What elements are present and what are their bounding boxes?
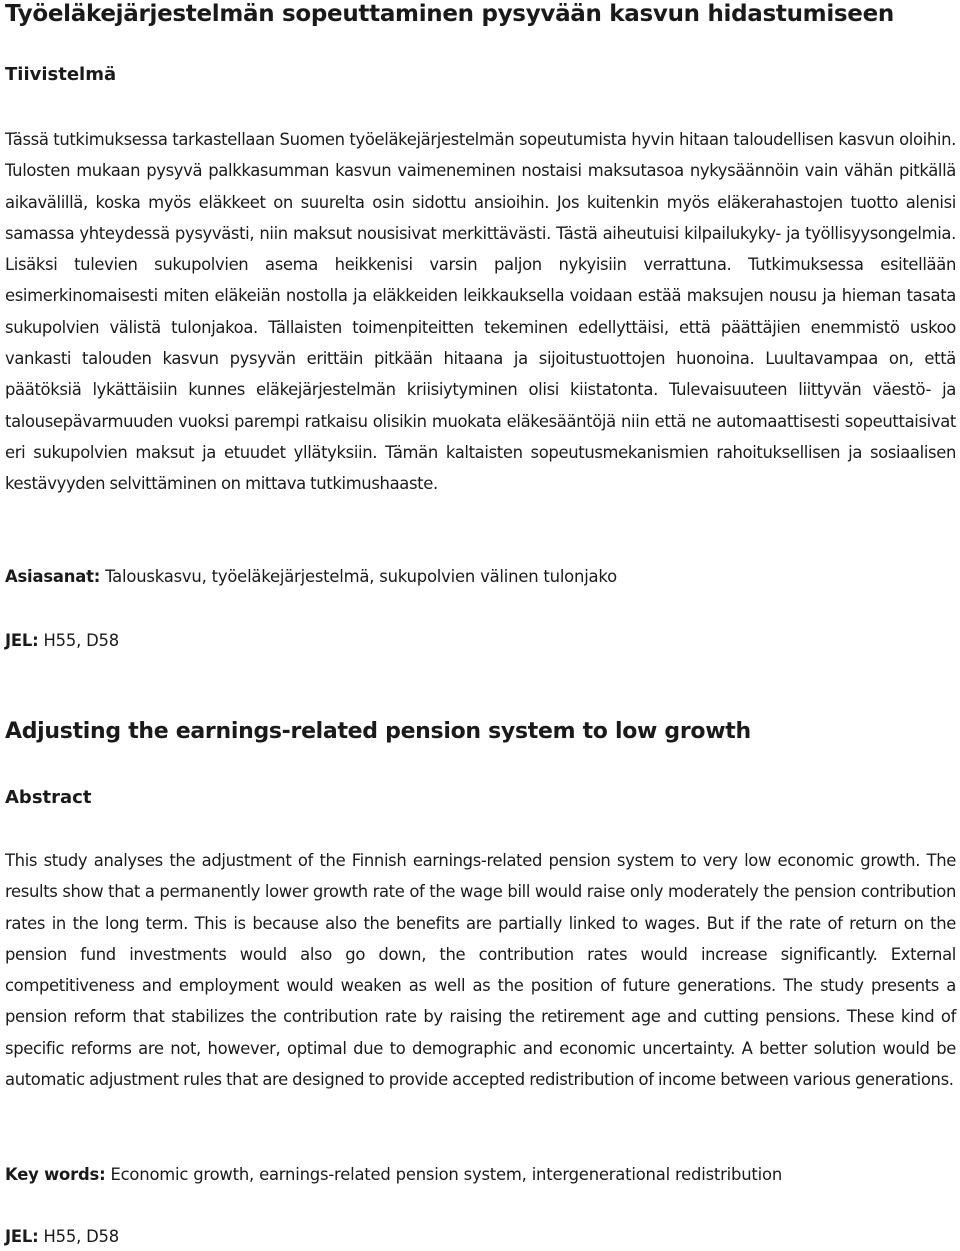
finnish-keywords-label: Asiasanat: — [5, 567, 101, 586]
finnish-jel — [5, 630, 119, 652]
english-jel-value: H55, D58 — [43, 1227, 119, 1246]
english-keywords-label: Key words: — [5, 1165, 106, 1184]
finnish-abstract-heading: Tiivistelmä — [5, 64, 117, 85]
english-abstract-heading: Abstract — [5, 787, 92, 808]
english-jel-label: JEL: — [5, 1227, 39, 1246]
finnish-keywords-value: Talouskasvu, työeläkejärjestelmä, sukupolvien välinen tulonjako — [105, 567, 617, 586]
english-jel — [5, 1226, 119, 1248]
english-keywords — [5, 1164, 782, 1186]
english-keywords-value: Economic growth, earnings-related pension system, intergenerational redistribution — [110, 1165, 783, 1184]
finnish-jel-value: H55, D58 — [43, 631, 119, 650]
finnish-title: Työeläkejärjestelmän sopeuttaminen pysyvään kasvun hidastumiseen — [5, 1, 894, 27]
english-abstract-text: This study analyses the adjustment of the Finnish earnings-related pension system to very low economic growth. The results show that a permanently lower growth rate of the wage bill would raise only moderately the pension contribution rates in the long term. This is because also the benefits are partially linked to wages. But if the rate of return on the pension fund investments would also go down, the contribution rates would increase significantly. External competitiveness and employment would weaken as well as the position of future generations. The study presents a pension reform that stabilizes the contribution rate by raising the retirement age and cutting pensions. These kind of specific reforms are not, however, optimal due to demographic and economic uncertainty. A better solution would be automatic adjustment rules that are designed to provide accepted redistribution of income between various generations. — [5, 851, 956, 1090]
english-title: Adjusting the earnings-related pension system to low growth — [5, 719, 751, 744]
finnish-jel-label: JEL: — [5, 631, 39, 650]
finnish-keywords — [5, 566, 617, 588]
finnish-abstract-text: Tässä tutkimuksessa tarkastellaan Suomen työeläkejärjestelmän sopeutumista hyvin hitaan taloudellisen kasvun oloihin. Tulosten mukaan pysyvä palkkasumman kasvun vaimeneminen nostaisi maksutasoa nykysäännöin vain vähän pitkällä aikavälillä, koska myös eläkkeet on suurelta osin sidottu ansioihin. Jos kuitenkin myös eläkerahastojen tuotto alenisi samassa yhteydessä pysyvästi, niin maksut nousisivat merkittävästi. Tästä aiheutuisi kilpailukyky- ja työllisyysongelmia. Lisäksi tulevien sukupolvien asema heikkenisi varsin paljon nykyisiin verrattuna. Tutkimuksessa esitellään esimerkinomaisesti miten eläkeiän nostolla ja eläkkeiden leikkauksella voidaan estää maksujen nousu ja hieman tasata sukupolvien välistä tulonjakoa. Tällaisten toimenpiteitten tekeminen edellyttäisi, että päättäjien enemmistö uskoo vankasti talouden kasvun pysyvän erittäin pitkään hitaana ja sijoitustuottojen huonoina. Luultavampaa on, että päätöksiä lykättäisiin kunnes eläkejärjestelmän kriisiytyminen olisi kiistatonta. Tulevaisuuteen liittyvän väestö- ja talousepävarmuuden vuoksi parempi ratkaisu olisikin muokata eläkesääntöjä niin että ne automaattisesti sopeuttaisivat eri sukupolvien maksut ja etuudet yllätyksiin. Tämän kaltaisten sopeutusmekanismien rahoituksellisen ja sosiaalisen kestävyyden selvittäminen on mittava tutkimushaaste. — [5, 130, 956, 494]
